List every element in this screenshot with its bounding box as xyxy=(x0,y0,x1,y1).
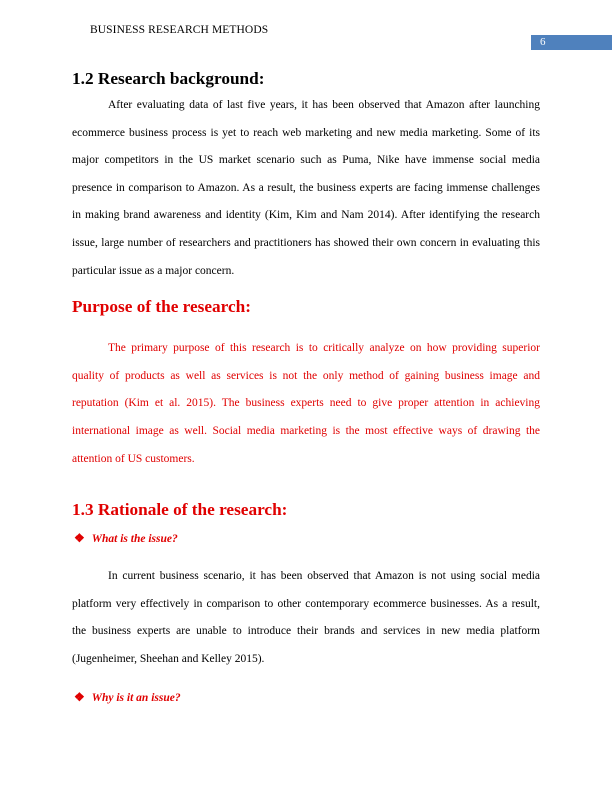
section-heading-rationale: 1.3 Rationale of the research: xyxy=(72,500,288,520)
question-why-is-it-an-issue-text: Why is it an issue? xyxy=(91,691,181,704)
paragraph-what-is-the-issue: In current business scenario, it has been observed that Amazon is not using social media platform very effectively in comparison to other contemporary ecommerce businesses. As a result, the business experts are unable to introduce their brands and services in new media platform (Jugenheimer, Sheehan and Kelley 2015). xyxy=(72,570,540,665)
document-body xyxy=(72,68,540,708)
section-heading-purpose: Purpose of the research: xyxy=(72,297,252,317)
paragraph-purpose: The primary purpose of this research is to critically analyze on how providing superior quality of products as well as services is not the only method of gaining business image and reputation (Kim et al. 2015). The business experts need to give proper attention in achieving international image as well. Social media marketing is the most effective ways of drawing the attention of US customers. xyxy=(72,342,540,465)
page-number-badge: 6 xyxy=(531,35,612,50)
section-heading-research-background: 1.2 Research background: xyxy=(72,69,265,88)
diamond-bullet-icon: ❖ xyxy=(74,531,85,546)
diamond-bullet-icon: ❖ xyxy=(74,689,85,704)
running-header: BUSINESS RESEARCH METHODS xyxy=(90,24,269,36)
question-what-is-the-issue xyxy=(74,527,540,549)
question-why-is-it-an-issue xyxy=(74,686,540,708)
paragraph-research-background: After evaluating data of last five years, it has been observed that Amazon after launching ecommerce business process is yet to reach web marketing and new media marketing. Some of its major competitors in the US market scenario such as Puma, Nike have immense social media presence in comparison to Amazon. As a result, the business experts are facing immense challenges in making brand awareness and identity (Kim, Kim and Nam 2014). After identifying the research issue, large number of researchers and practitioners has showed their own concern in evaluating this particular issue as a major concern. xyxy=(72,99,540,277)
question-what-is-the-issue-text: What is the issue? xyxy=(91,533,178,546)
